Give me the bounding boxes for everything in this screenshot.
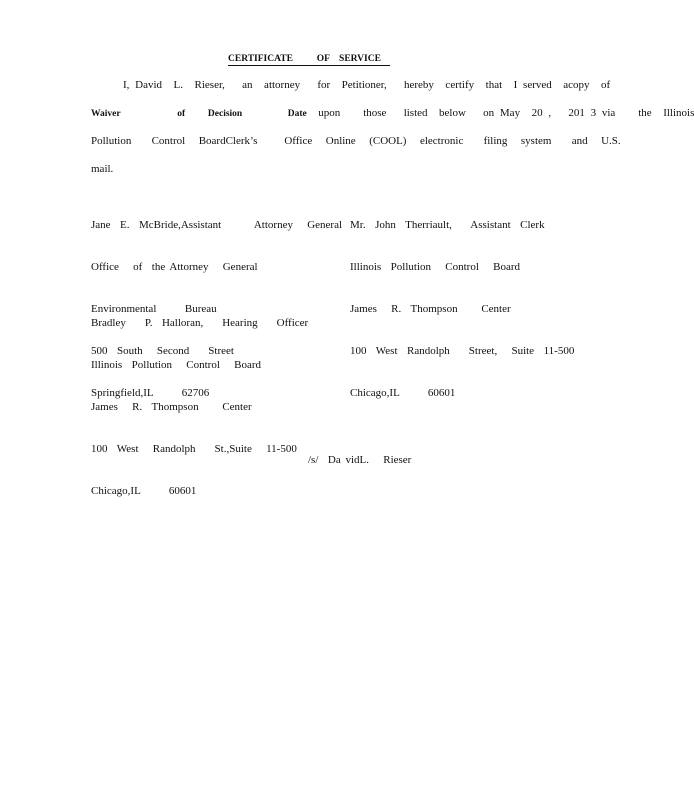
- address-line: Environmental Bureau: [91, 303, 217, 315]
- address-line: 100 West Randolph Street, Suite 11-500: [350, 345, 575, 357]
- recipient-address-block: [350, 190, 574, 428]
- certification-line-3: Pollution Control BoardClerk’s Office Online (COOL) electronic filing system and U.S.: [91, 135, 621, 147]
- certification-line-1: I, David L. Rieser, an attorney for Petitioner, hereby certify that I served acopy of: [123, 79, 611, 91]
- recipient-address-block: [91, 288, 308, 526]
- document-title-reference: Waiver of Decision Date: [91, 109, 307, 119]
- address-line: Illinois Pollution Control Board: [91, 359, 262, 371]
- address-line: James R. Thompson Center: [350, 303, 511, 315]
- signature-line: /s/ Da vidL. Rieser: [308, 454, 412, 466]
- address-line: 500 South Second Street: [91, 345, 234, 357]
- address-line: Office of the Attorney General: [91, 261, 258, 273]
- address-line: Illinois Pollution Control Board: [350, 261, 521, 273]
- address-line: Jane E. McBride,Assistant Attorney General: [91, 219, 343, 231]
- address-line: Springfield,IL 62706: [91, 387, 210, 399]
- address-line: Chicago,IL 60601: [350, 387, 456, 399]
- address-line: Chicago,IL 60601: [91, 485, 197, 497]
- certification-line-2: [91, 106, 694, 121]
- address-line: 100 West Randolph St.,Suite 11-500: [91, 443, 297, 455]
- address-line: James R. Thompson Center: [91, 401, 252, 413]
- address-line: Bradley P. Halloran, Hearing Officer: [91, 317, 309, 329]
- certificate-title: CERTIFICATE OF SERVICE: [228, 53, 390, 66]
- address-line: Mr. John Therriault, Assistant Clerk: [350, 219, 545, 231]
- certification-line-4: mail.: [91, 163, 114, 175]
- certification-line-2-text: upon those listed below on May 20 , 201 3 via the Illinois: [306, 107, 694, 119]
